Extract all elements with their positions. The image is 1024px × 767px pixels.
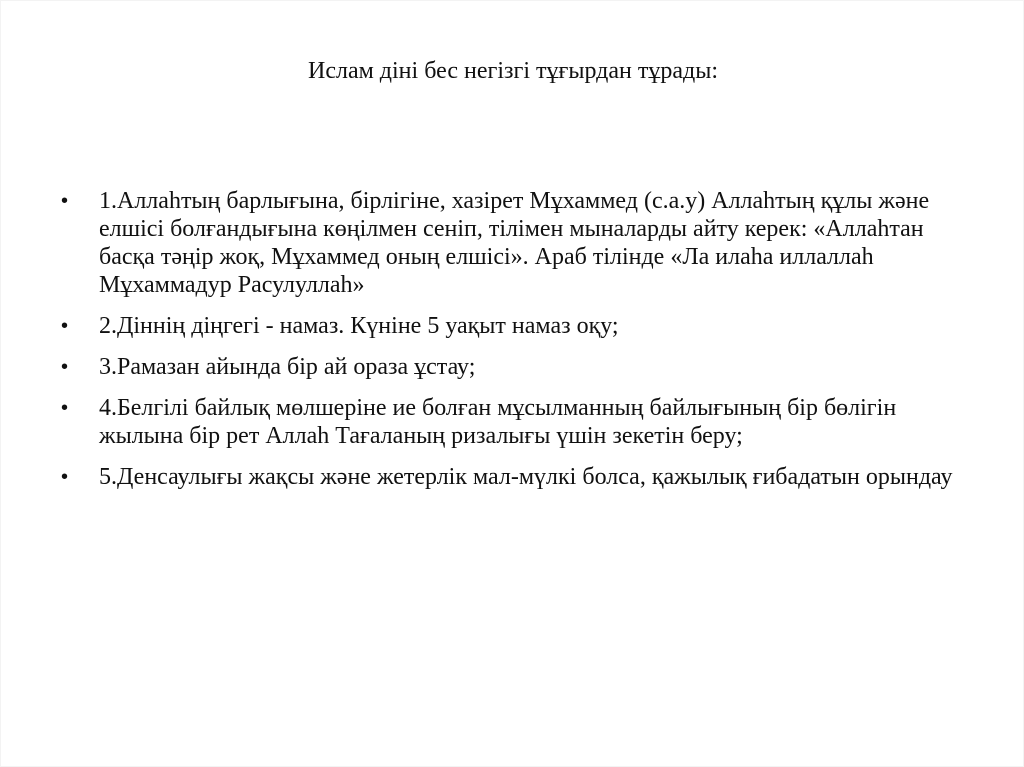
bullet-icon: • — [61, 315, 69, 337]
bullet-icon: • — [61, 356, 69, 378]
list-item-text: 1.Аллаһтың барлығына, бірлігіне, хазірет Мұхаммед (с.а.у) Аллаһтың құлы және елшісі болғандығына көңілмен сеніп, тілімен мыналарды айту керек: «Аллаһтан басқа тәңір жоқ, Мұхаммед оның елшісі». Араб тілінде «Ла илаһа иллаллаһ Мұхаммадур Расулуллаһ» — [99, 188, 930, 298]
list-item-text: 4.Белгілі байлық мөлшеріне ие болған мұсылманның байлығының бір бөлігін жылына бір рет Аллаһ Тағаланың ризалығы үшін зекетін беру; — [99, 395, 897, 449]
list-item — [61, 312, 981, 340]
list-item-text: 2.Діннің діңгегі - намаз. Күніне 5 уақыт намаз оқу; — [99, 313, 619, 339]
slide-title: Ислам діні бес негізгі тұғырдан тұрады: — [308, 58, 718, 84]
bullet-list — [61, 187, 981, 504]
bullet-icon: • — [61, 190, 69, 212]
list-item-text: 5.Денсаулығы жақсы және жетерлік мал-мүлкі болса, қажылық ғибадатын орындау — [99, 464, 953, 490]
list-item — [61, 394, 981, 450]
list-item — [61, 187, 981, 299]
list-item-text: 3.Рамазан айында бір ай ораза ұстау; — [99, 354, 476, 380]
list-item — [61, 353, 981, 381]
list-item — [61, 463, 981, 491]
bullet-icon: • — [61, 397, 69, 419]
bullet-icon: • — [61, 466, 69, 488]
